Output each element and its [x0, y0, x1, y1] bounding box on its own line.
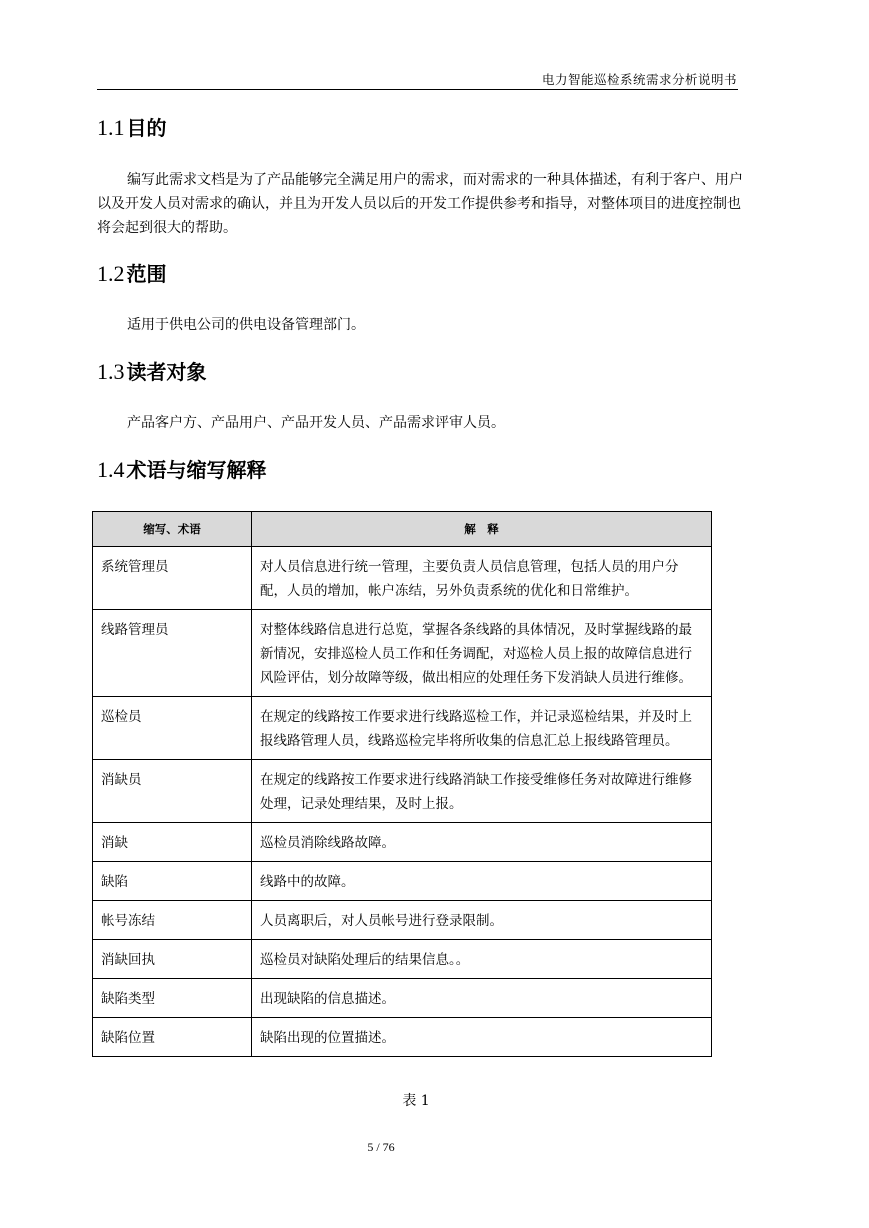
table-header-row — [93, 512, 712, 547]
term-cell: 消缺 — [93, 823, 252, 862]
section-title: 术语与缩写解释 — [126, 458, 267, 482]
table-row — [93, 760, 712, 823]
table-row — [93, 823, 712, 862]
definition-cell: 巡检员对缺陷处理后的结果信息。。 — [252, 940, 712, 979]
definition-cell: 出现缺陷的信息描述。 — [252, 979, 712, 1018]
section-number: 1.4 — [97, 457, 125, 482]
definition-cell: 在规定的线路按工作要求进行线路消缺工作接受维修任务对故障进行维修处理，记录处理结果，及时上报。 — [252, 760, 712, 823]
running-header: 电力智能巡检系统需求分析说明书 — [541, 72, 737, 87]
table-row — [93, 901, 712, 940]
term-cell: 消缺员 — [93, 760, 252, 823]
section-heading-glossary — [97, 456, 267, 484]
definition-cell: 对整体线路信息进行总览，掌握各条线路的具体情况，及时掌握线路的最新情况，安排巡检人员工作和任务调配，对巡检人员上报的故障信息进行风险评估，划分故障等级，做出相应的处理任务下发消缺人员进行维修。 — [252, 610, 712, 697]
paragraph-scope: 适用于供电公司的供电设备管理部门。 — [127, 317, 365, 333]
section-heading-scope — [97, 260, 167, 288]
term-cell: 缺陷 — [93, 862, 252, 901]
definition-cell: 对人员信息进行统一管理，主要负责人员信息管理，包括人员的用户分配，人员的增加，帐户冻结，另外负责系统的优化和日常维护。 — [252, 547, 712, 610]
definition-cell: 在规定的线路按工作要求进行线路巡检工作，并记录巡检结果，并及时上报线路管理人员，线路巡检完毕将所收集的信息汇总上报线路管理员。 — [252, 697, 712, 760]
glossary-table — [92, 511, 712, 1057]
definition-cell: 巡检员消除线路故障。 — [252, 823, 712, 862]
table-header-term: 缩写、术语 — [93, 512, 252, 547]
section-title: 范围 — [126, 262, 167, 286]
table-row — [93, 862, 712, 901]
section-heading-purpose — [97, 114, 167, 142]
table-header-explanation: 解 释 — [252, 512, 712, 547]
table-row — [93, 610, 712, 697]
definition-cell: 线路中的故障。 — [252, 862, 712, 901]
term-cell: 线路管理员 — [93, 610, 252, 697]
table-row — [93, 697, 712, 760]
definition-cell: 人员离职后，对人员帐号进行登录限制。 — [252, 901, 712, 940]
section-title: 目的 — [126, 116, 167, 140]
section-heading-audience — [97, 358, 207, 386]
table-row — [93, 979, 712, 1018]
section-number: 1.3 — [97, 359, 125, 384]
table-caption: 表 1 — [402, 1093, 430, 1109]
paragraph-audience: 产品客户方、产品用户、产品开发人员、产品需求评审人员。 — [127, 415, 505, 431]
header-rule — [97, 89, 738, 90]
term-cell: 消缺回执 — [93, 940, 252, 979]
table-row — [93, 547, 712, 610]
paragraph-purpose: 编写此需求文档是为了产品能够完全满足用户的需求，而对需求的一种具体描述，有利于客户、用户以及开发人员对需求的确认，并且为开发人员以后的开发工作提供参考和指导，对整体项目的进度控制也将会起到很大的帮助。 — [97, 172, 743, 236]
section-number: 1.2 — [97, 261, 125, 286]
definition-cell: 缺陷出现的位置描述。 — [252, 1018, 712, 1057]
term-cell: 巡检员 — [93, 697, 252, 760]
section-number: 1.1 — [97, 115, 125, 140]
section-title: 读者对象 — [126, 360, 207, 384]
page-number: 5 / 76 — [367, 1140, 395, 1154]
term-cell: 帐号冻结 — [93, 901, 252, 940]
term-cell: 系统管理员 — [93, 547, 252, 610]
table-row — [93, 1018, 712, 1057]
term-cell: 缺陷类型 — [93, 979, 252, 1018]
table-row — [93, 940, 712, 979]
term-cell: 缺陷位置 — [93, 1018, 252, 1057]
